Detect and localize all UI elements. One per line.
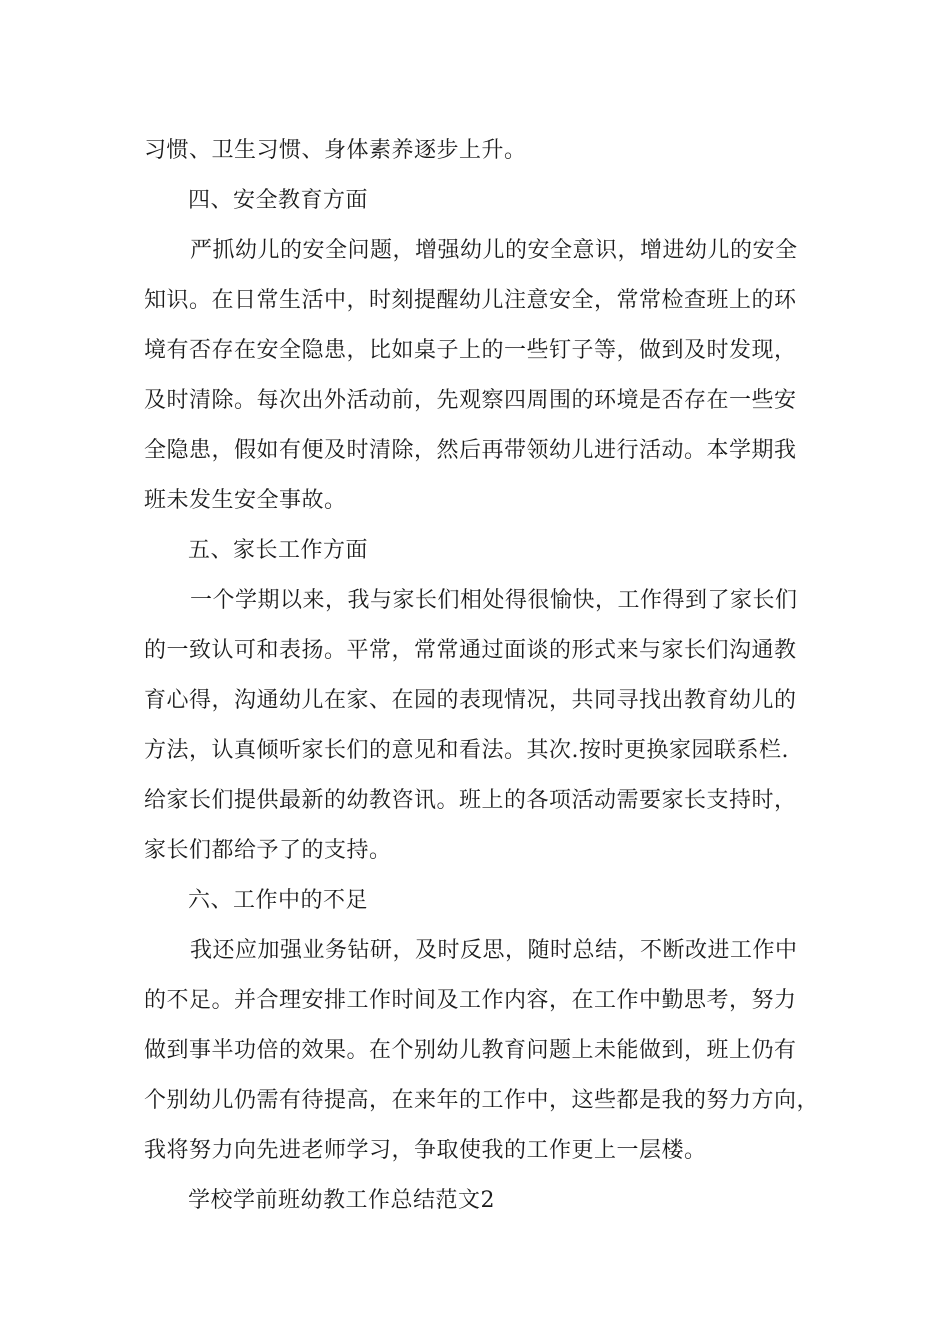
body-text-line: 个别幼儿仍需有待提高，在来年的工作中，这些都是我的努力方向，: [144, 1088, 820, 1113]
section-heading: 四、安全教育方面: [188, 188, 369, 213]
body-text-line: 的一致认可和表扬。平常，常常通过面谈的形式来与家长们沟通教: [144, 638, 797, 663]
body-text-line: 境有否存在安全隐患，比如桌子上的一些钉子等，做到及时发现，: [144, 338, 797, 363]
body-text-line: 做到事半功倍的效果。在个别幼儿教育问题上未能做到，班上仍有: [144, 1038, 797, 1063]
body-text-line: 的不足。并合理安排工作时间及工作内容，在工作中勤思考，努力: [144, 988, 797, 1013]
section-heading: 六、工作中的不足: [188, 888, 369, 913]
body-text-line: 我还应加强业务钻研，及时反思，随时总结，不断改进工作中: [190, 938, 798, 963]
document-subtitle: 学校学前班幼教工作总结范文2: [188, 1188, 495, 1213]
body-text-line: 全隐患，假如有便及时清除，然后再带领幼儿进行活动。本学期我: [144, 438, 797, 463]
body-text-line: 一个学期以来，我与家长们相处得很愉快，工作得到了家长们: [190, 588, 798, 613]
body-text-line: 家长们都给予了的支持。: [144, 838, 392, 863]
body-text-line: 班未发生安全事故。: [144, 488, 347, 513]
body-text-line: 给家长们提供最新的幼教咨讯。班上的各项活动需要家长支持时，: [144, 788, 797, 813]
section-heading: 五、家长工作方面: [188, 538, 369, 563]
body-text-line: 育心得，沟通幼儿在家、在园的表现情况，共同寻找出教育幼儿的: [144, 688, 797, 713]
body-text-line: 方法，认真倾听家长们的意见和看法。其次.按时更换家园联系栏.: [144, 738, 789, 763]
body-text-line: 及时清除。每次出外活动前，先观察四周围的环境是否存在一些安: [144, 388, 797, 413]
body-text-line: 知识。在日常生活中，时刻提醒幼儿注意安全，常常检查班上的环: [144, 288, 797, 313]
body-text-line: 严抓幼儿的安全问题，增强幼儿的安全意识，增进幼儿的安全: [190, 238, 798, 263]
body-text-line: 习惯、卫生习惯、身体素养逐步上升。: [144, 138, 527, 163]
body-text-line: 我将努力向先进老师学习，争取使我的工作更上一层楼。: [144, 1138, 707, 1163]
